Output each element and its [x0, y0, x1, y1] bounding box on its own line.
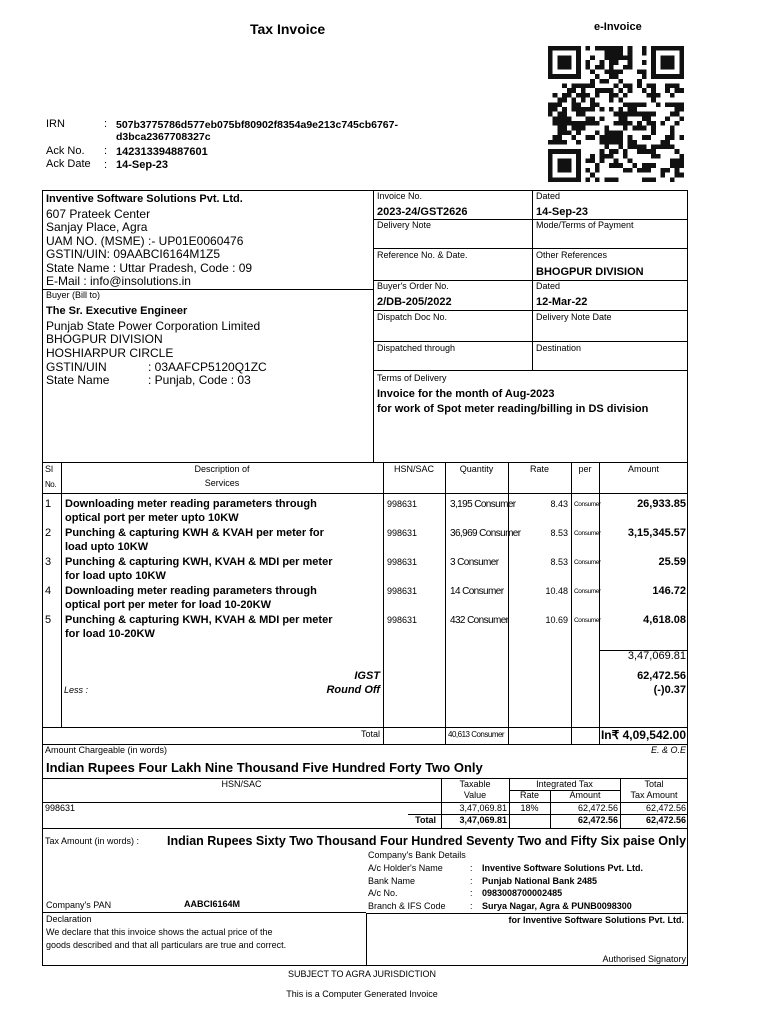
item-rate: 10.69 — [545, 615, 568, 625]
item-amount: 26,933.85 — [637, 498, 686, 510]
tax-total-amount: 62,472.56 — [577, 815, 618, 825]
other-references-label: Other References — [536, 250, 608, 260]
item-hsn: 998631 — [387, 557, 418, 567]
item-amount: 3,15,345.57 — [627, 527, 686, 539]
seller-line: UAM NO. (MSME) :- UP01E0060476 — [46, 234, 244, 248]
item-amount: 25.59 — [658, 556, 686, 568]
tax-words-label: Tax Amount (in words) : — [45, 836, 140, 846]
item-quantity: 36,969 Consumer — [450, 528, 521, 539]
jurisdiction: SUBJECT TO AGRA JURISDICTION — [287, 969, 437, 979]
item-per: Consumer — [574, 501, 601, 508]
declaration-title: Declaration — [46, 914, 92, 924]
col-rate: Rate — [529, 464, 549, 474]
tax-total-total: 62,472.56 — [645, 815, 686, 825]
tax-col-total: Total — [644, 779, 664, 789]
item-sl: 1 — [45, 498, 52, 510]
item-per: Consumer — [574, 588, 601, 595]
bank-branch-value: Surya Nagar, Agra & PUNB0098300 — [482, 901, 632, 911]
irn-colon: : — [104, 118, 108, 130]
item-description-line1: Punching & capturing KWH, KVAH & MDI per meter — [65, 556, 333, 568]
item-sl: 5 — [45, 614, 52, 626]
item-rate: 10.48 — [545, 586, 568, 596]
invoice-no: 2023-24/GST2626 — [377, 206, 468, 218]
total-quantity: 40,613 Consumer — [448, 730, 505, 739]
bank-holder-label: A/c Holder's Name — [368, 863, 443, 873]
total-label: Total — [360, 729, 380, 739]
tax-in-words: Indian Rupees Sixty Two Thousand Four Hundred Seventy Two and Fifty Six paise Only — [167, 834, 687, 848]
seller-line: Sanjay Place, Agra — [46, 220, 148, 234]
ack-no-label: Ack No. — [46, 145, 85, 157]
subtotal-amount: 3,47,069.81 — [627, 650, 686, 662]
buyer-line: HOSHIARPUR CIRCLE — [46, 346, 174, 360]
declaration-line: goods described and that all particulars are true and correct. — [46, 940, 287, 950]
item-hsn: 998631 — [387, 615, 418, 625]
item-quantity: 432 Consumer — [450, 615, 509, 626]
bank-branch-label: Branch & IFS Code — [368, 901, 446, 911]
col-description: Description of — [194, 464, 250, 474]
item-description-line2: optical port per meter for load 10-20KW — [65, 599, 271, 611]
item-description-line1: Downloading meter reading parameters through — [65, 498, 317, 510]
terms-line: for work of Spot meter reading/billing in DS division — [377, 403, 649, 415]
tax-row-hsn: 998631 — [45, 803, 76, 813]
delivery-note-date-label: Delivery Note Date — [536, 312, 612, 322]
page-title: Tax Invoice — [250, 21, 326, 37]
declaration-line: We declare that this invoice shows the actual price of the — [46, 927, 273, 937]
seller-line: State Name : Uttar Pradesh, Code : 09 — [46, 261, 253, 275]
col-amount: Amount — [627, 464, 660, 474]
terms-line: Invoice for the month of Aug-2023 — [377, 388, 555, 400]
eoe-label: E. & O.E — [650, 745, 686, 755]
bank-acno-value: 0983008700002485 — [482, 888, 563, 898]
buyer-order-value: 2/DB-205/2022 — [377, 296, 452, 308]
order-dated-label: Dated — [536, 281, 561, 291]
buyer-line: Punjab State Power Corporation Limited — [46, 319, 261, 333]
item-per: Consumer — [574, 559, 601, 566]
bank-colon: : — [470, 888, 473, 898]
terms-of-delivery-label: Terms of Delivery — [377, 373, 447, 383]
dispatched-through-label: Dispatched through — [377, 343, 456, 353]
buyer-state-value: : Punjab, Code : 03 — [148, 373, 251, 387]
item-hsn: 998631 — [387, 499, 418, 509]
item-description-line2: optical port per meter upto 10KW — [65, 512, 239, 524]
tax-row-total: 62,472.56 — [645, 803, 686, 813]
item-per: Consumer — [574, 530, 601, 537]
bank-holder-value: Inventive Software Solutions Pvt. Ltd. — [482, 863, 644, 873]
for-company: for Inventive Software Solutions Pvt. Ltd. — [508, 915, 684, 925]
tax-row-amount: 62,472.56 — [577, 803, 618, 813]
pan-value: AABCI6164M — [184, 899, 241, 909]
bank-acno-label: A/c No. — [368, 888, 398, 898]
ack-no-colon: : — [104, 145, 108, 157]
round-off-label: Round Off — [326, 684, 380, 696]
authorised-signatory: Authorised Signatory — [602, 954, 686, 964]
tax-col-amount: Amount — [569, 790, 601, 800]
item-rate: 8.53 — [550, 528, 568, 538]
pan-label: Company's PAN — [46, 900, 112, 910]
tax-col-value: Value — [463, 790, 487, 800]
buyer-line: BHOGPUR DIVISION — [46, 332, 163, 346]
item-amount: 4,618.08 — [643, 614, 686, 626]
item-rate: 8.43 — [550, 499, 568, 509]
amount-in-words: Indian Rupees Four Lakh Nine Thousand Five Hundred Forty Two Only — [46, 760, 483, 775]
seller-name: Inventive Software Solutions Pvt. Ltd. — [46, 193, 243, 205]
tax-col-hsn: HSN/SAC — [221, 779, 262, 789]
qr-code-icon — [548, 44, 684, 184]
irn-value-line1: 507b3775786d577eb075bf80902f8354a9e213c745cb6767- — [116, 119, 398, 131]
tax-col-rate: Rate — [519, 790, 539, 800]
bank-colon: : — [470, 863, 473, 873]
item-hsn: 998631 — [387, 528, 418, 538]
item-description-line2: load upto 10KW — [65, 541, 149, 553]
seller-line: GSTIN/UIN: 09AABCI6164M1Z5 — [46, 247, 221, 261]
col-quantity: Quantity — [459, 464, 494, 474]
item-amount: 146.72 — [652, 585, 686, 597]
ack-date-label: Ack Date — [46, 158, 91, 170]
item-per: Consumer — [574, 617, 601, 624]
dated-label: Dated — [536, 191, 561, 201]
buyer-state-label: State Name — [46, 373, 110, 387]
ack-no-value: 142313394887601 — [116, 146, 208, 158]
buyer-gstin-label: GSTIN/UIN — [46, 360, 107, 374]
tax-row-rate: 18% — [520, 803, 539, 813]
tax-col-total-tax: Tax Amount — [630, 790, 678, 800]
col-hsn: HSN/SAC — [393, 464, 434, 474]
buyer-gstin-value: : 03AAFCP5120Q1ZC — [148, 360, 267, 374]
item-description-line1: Punching & capturing KWH & KVAH per meter for — [65, 527, 324, 539]
dispatch-doc-label: Dispatch Doc No. — [377, 312, 448, 322]
item-description-line2: for load upto 10KW — [65, 570, 166, 582]
einvoice-label: e-Invoice — [594, 21, 642, 33]
buyer-order-label: Buyer's Order No. — [377, 281, 449, 291]
destination-label: Destination — [536, 343, 582, 353]
order-dated-value: 12-Mar-22 — [536, 296, 588, 308]
other-references-value: BHOGPUR DIVISION — [536, 266, 644, 278]
tax-row-taxable: 3,47,069.81 — [459, 803, 507, 813]
tax-total-taxable: 3,47,069.81 — [459, 815, 507, 825]
item-quantity: 14 Consumer — [450, 586, 504, 597]
item-description-line1: Punching & capturing KWH, KVAH & MDI per meter — [65, 614, 333, 626]
col-sl: Sl — [45, 464, 54, 474]
col-per: per — [578, 464, 592, 474]
delivery-note-label: Delivery Note — [377, 220, 432, 230]
buyer-name: The Sr. Executive Engineer — [46, 305, 188, 317]
computer-generated-note: This is a Computer Generated Invoice — [286, 989, 438, 999]
igst-label: IGST — [354, 670, 380, 682]
item-rate: 8.53 — [550, 557, 568, 567]
bank-title: Company's Bank Details — [368, 850, 466, 860]
item-hsn: 998631 — [387, 586, 418, 596]
bank-colon: : — [470, 876, 473, 886]
item-quantity: 3,195 Consumer — [450, 499, 516, 510]
col-services: Services — [204, 478, 240, 488]
less-label: Less : — [64, 685, 89, 695]
tax-col-integrated: Integrated Tax — [536, 779, 593, 789]
irn-label: IRN — [46, 118, 65, 130]
col-sl-no: No. — [45, 480, 56, 489]
ack-date-colon: : — [104, 159, 108, 171]
item-quantity: 3 Consumer — [450, 557, 499, 568]
ack-date-value: 14-Sep-23 — [116, 159, 168, 171]
item-description-line1: Downloading meter reading parameters through — [65, 585, 317, 597]
total-amount: In₹ 4,09,542.00 — [600, 728, 686, 742]
igst-amount: 62,472.56 — [637, 670, 686, 682]
bank-colon: : — [470, 901, 473, 911]
buyer-label: Buyer (Bill to) — [46, 290, 101, 300]
dated-value: 14-Sep-23 — [536, 206, 588, 218]
irn-value-line2: d3bca2367708327c — [116, 131, 211, 143]
tax-col-taxable: Taxable — [459, 779, 491, 789]
tax-total-label: Total — [415, 815, 436, 825]
bank-name-value: Punjab National Bank 2485 — [482, 876, 598, 886]
item-description-line2: for load 10-20KW — [65, 628, 155, 640]
seller-line: 607 Prateek Center — [46, 207, 151, 221]
invoice-no-label: Invoice No. — [377, 191, 423, 201]
item-sl: 4 — [45, 585, 52, 597]
amount-chargeable-label: Amount Chargeable (in words) — [45, 745, 168, 755]
bank-name-label: Bank Name — [368, 876, 416, 886]
item-sl: 3 — [45, 556, 52, 568]
round-off-amount: (-)0.37 — [653, 684, 686, 696]
seller-email: E-Mail : info@insolutions.in — [46, 274, 191, 288]
mode-terms-label: Mode/Terms of Payment — [536, 220, 634, 230]
item-sl: 2 — [45, 527, 52, 539]
reference-label: Reference No. & Date. — [377, 250, 468, 260]
